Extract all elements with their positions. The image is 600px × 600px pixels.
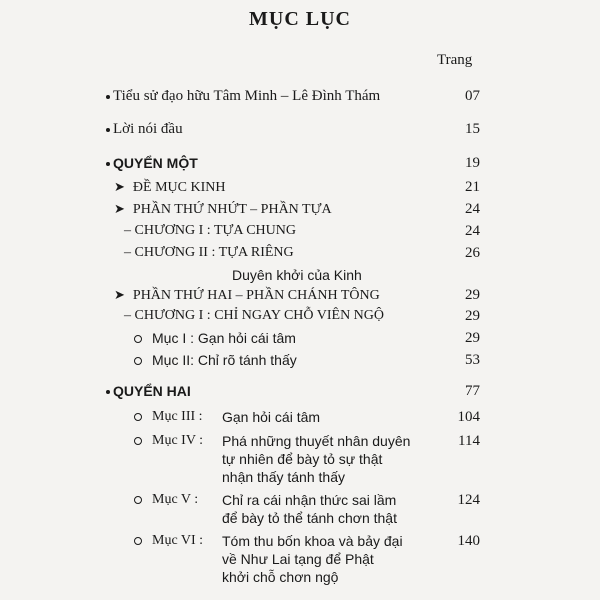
- toc-entry-line: Phá những thuyết nhân duyên: [222, 433, 411, 449]
- toc-page-number: 104: [457, 409, 480, 425]
- toc-entry-label: Mục III :: [152, 409, 203, 424]
- bullet-icon: [106, 162, 110, 166]
- circle-bullet-icon: [134, 357, 142, 365]
- toc-page-number: 21: [465, 179, 480, 195]
- toc-entry-line: Chỉ ra cái nhận thức sai lầm: [222, 492, 397, 508]
- circle-bullet-icon: [134, 413, 142, 421]
- toc-page-number: 29: [465, 287, 480, 303]
- toc-entry-text: Tiểu sử đạo hữu Tâm Minh – Lê Đình Thám: [113, 88, 381, 104]
- toc-page-number: 114: [458, 433, 480, 449]
- circle-bullet-icon: [134, 537, 142, 545]
- arrow-icon: ➤: [114, 179, 125, 194]
- toc-page-number: 19: [465, 155, 480, 171]
- toc-entry[interactable]: [134, 533, 203, 549]
- arrow-icon: ➤: [114, 201, 125, 216]
- toc-page-number: 53: [465, 352, 480, 368]
- toc-entry-text: Lời nói đầu: [113, 121, 183, 137]
- toc-section-heading[interactable]: [106, 155, 198, 171]
- toc-entry[interactable]: [134, 433, 203, 449]
- toc-entry-text: QUYỂN MỘT: [113, 155, 198, 171]
- toc-entry[interactable]: [134, 352, 297, 368]
- toc-entry-text: PHẦN THỨ HAI – PHẦN CHÁNH TÔNG: [132, 288, 380, 303]
- toc-entry[interactable]: – CHƯƠNG I : TỰA CHUNG: [124, 223, 296, 238]
- circle-bullet-icon: [134, 335, 142, 343]
- toc-entry[interactable]: [106, 88, 380, 105]
- toc-entry-label: Mục V :: [152, 492, 199, 507]
- toc-page-number: 140: [457, 533, 480, 549]
- toc-entry-line: tự nhiên để bày tỏ sự thật: [222, 451, 383, 467]
- toc-page-number: 29: [465, 330, 480, 346]
- toc-page-number: 124: [457, 492, 480, 508]
- toc-entry[interactable]: [114, 201, 332, 218]
- toc-entry-text: Mục II: Chỉ rõ tánh thấy: [152, 352, 297, 368]
- toc-entry-text: PHẦN THỨ NHỨT – PHẦN TỰA: [132, 202, 332, 217]
- bullet-icon: [106, 95, 110, 99]
- toc-entry-text: QUYỂN HAI: [113, 383, 191, 399]
- page-title: MỤC LỤC: [249, 8, 351, 30]
- toc-entry[interactable]: [134, 492, 198, 508]
- bullet-icon: [106, 390, 110, 394]
- toc-entry-line: Tóm thu bốn khoa và bảy đại: [222, 533, 403, 549]
- toc-entry-line: khởi chỗ chơn ngộ: [222, 569, 339, 585]
- toc-entry-text: Mục I : Gạn hỏi cái tâm: [152, 330, 296, 346]
- page-column-header: Trang: [437, 52, 473, 68]
- toc-entry[interactable]: [114, 287, 380, 304]
- toc-entry-label: Mục VI :: [152, 533, 204, 548]
- toc-entry-subtitle: Duyên khởi của Kinh: [232, 267, 362, 283]
- toc-page-number: 26: [465, 245, 480, 261]
- toc-entry[interactable]: – CHƯƠNG II : TỰA RIÊNG: [124, 245, 294, 260]
- toc-entry[interactable]: – CHƯƠNG I : CHỈ NGAY CHỖ VIÊN NGỘ: [124, 308, 385, 323]
- arrow-icon: ➤: [114, 287, 125, 302]
- toc-entry-text: Gạn hỏi cái tâm: [222, 409, 321, 425]
- toc-entry-label: Mục IV :: [152, 433, 204, 448]
- toc-page-number: 24: [465, 201, 480, 217]
- bullet-icon: [106, 128, 110, 132]
- toc-section-heading[interactable]: [106, 383, 191, 399]
- toc-page-number: 07: [465, 88, 480, 104]
- toc-page-number: 15: [465, 121, 480, 137]
- toc-entry-line: nhận thấy tánh thấy: [222, 469, 345, 485]
- toc-entry-line: để bày tỏ thể tánh chơn thật: [222, 510, 397, 526]
- circle-bullet-icon: [134, 496, 142, 504]
- toc-entry[interactable]: [134, 330, 296, 346]
- toc-page-number: 29: [465, 308, 480, 324]
- toc-entry[interactable]: [134, 409, 203, 425]
- toc-entry-text: ĐỀ MỤC KINH: [132, 180, 226, 195]
- toc-entry[interactable]: [106, 121, 183, 138]
- toc-entry[interactable]: [114, 179, 225, 196]
- toc-page-number: 24: [465, 223, 480, 239]
- toc-page-number: 77: [465, 383, 480, 399]
- toc-entry-line: về Như Lai tạng để Phật: [222, 551, 374, 567]
- circle-bullet-icon: [134, 437, 142, 445]
